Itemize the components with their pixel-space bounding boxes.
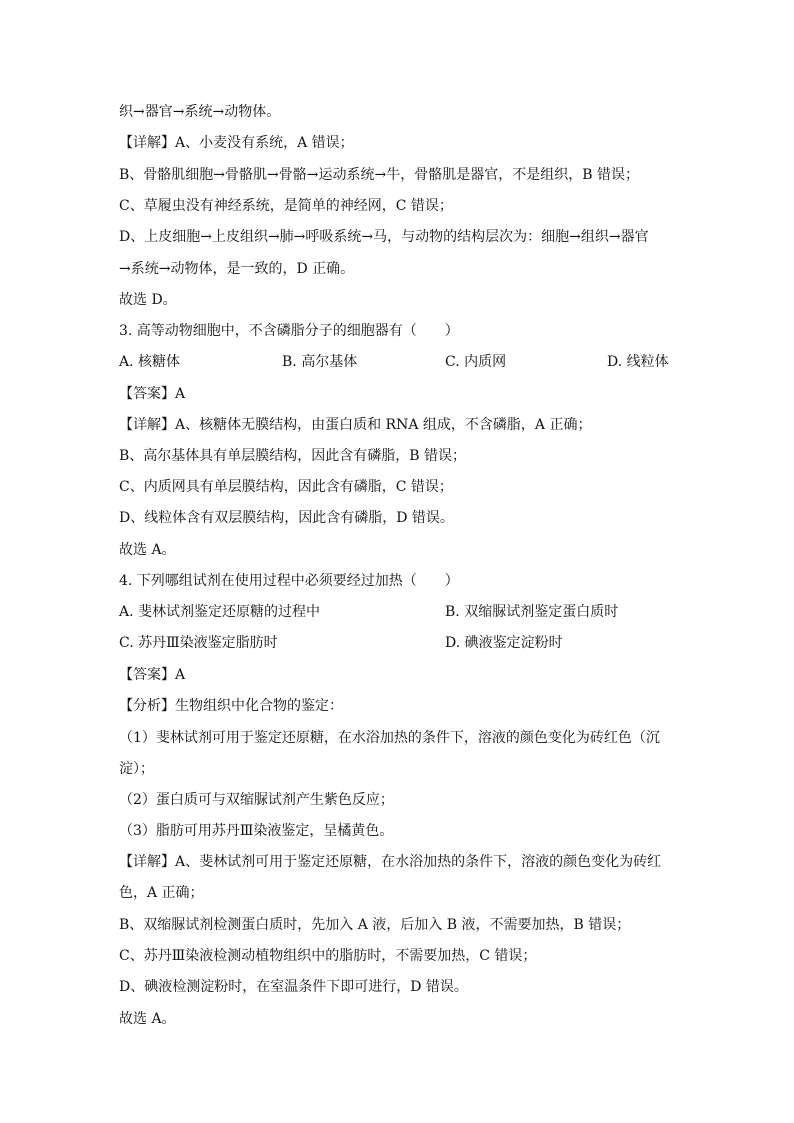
text-line: D、上皮细胞→上皮组织→肺→呼吸系统→马，与动物的结构层次为：细胞→组织→器官 (119, 229, 649, 245)
explanation-line: 【详解】A、斐林试剂可用于鉴定还原糖，在水浴加热的条件下，溶液的颜色变化为砖红 (119, 854, 662, 870)
question-4-stem: 4. 下列哪组试剂在使用过程中必须要经过加热（ ） (119, 573, 459, 589)
text-line: C、内质网具有单层膜结构，因此含有磷脂，C 错误； (119, 479, 453, 495)
text-line: →系统→动物体，是一致的，D 正确。 (119, 261, 355, 277)
question-4-option-d: D. 碘液鉴定淀粉时 (445, 635, 563, 651)
text-line: B、高尔基体具有单层膜结构，因此含有磷脂，B 错误； (119, 448, 467, 464)
conclusion-line: 故选 A。 (119, 542, 176, 558)
question-3-option-d: D. 线粒体 (607, 354, 669, 370)
question-4-option-a: A. 斐林试剂鉴定还原糖的过程中 (119, 604, 321, 620)
answer-line: 【答案】A (119, 667, 186, 683)
question-3-option-b: B. 高尔基体 (282, 354, 358, 370)
explanation-line: 【详解】A、小麦没有系统，A 错误； (119, 135, 354, 151)
text-line: B、双缩脲试剂检测蛋白质时，先加入 A 液，后加入 B 液，不需要加热，B 错误； (119, 917, 631, 933)
explanation-line: 【详解】A、核糖体无膜结构，由蛋白质和 RNA 组成，不含磷脂，A 正确； (119, 417, 592, 433)
text-line: 淀）； (119, 761, 154, 777)
text-line: C、草履虫没有神经系统，是简单的神经网，C 错误； (119, 198, 453, 214)
text-line: 色，A 正确； (119, 885, 204, 901)
text-line: B、骨骼肌细胞→骨骼肌→骨骼→运动系统→牛，骨骼肌是器官，不是组织，B 错误； (119, 167, 639, 183)
question-3-option-c: C. 内质网 (445, 354, 507, 370)
conclusion-line: 故选 A。 (119, 1011, 176, 1027)
text-line: 织→器官→系统→动物体。 (119, 104, 281, 120)
text-line: C、苏丹Ⅲ染液检测动植物组织中的脂肪时，不需要加热，C 错误； (119, 948, 537, 964)
text-line: （3）脂肪可用苏丹Ⅲ染液鉴定，呈橘黄色。 (119, 823, 394, 839)
question-4-option-c: C. 苏丹Ⅲ染液鉴定脂肪时 (119, 635, 278, 651)
text-line: （2）蛋白质可与双缩脲试剂产生紫色反应； (119, 792, 394, 808)
text-line: （1）斐林试剂可用于鉴定还原糖，在水浴加热的条件下，溶液的颜色变化为砖红色（沉 (119, 730, 660, 746)
question-4-option-b: B. 双缩脲试剂鉴定蛋白质时 (445, 604, 619, 620)
analysis-line: 【分析】生物组织中化合物的鉴定： (119, 698, 343, 714)
question-3-option-a: A. 核糖体 (119, 354, 181, 370)
question-3-stem: 3. 高等动物细胞中，不含磷脂分子的细胞器有（ ） (119, 323, 459, 339)
answer-line: 【答案】A (119, 386, 186, 402)
conclusion-line: 故选 D。 (119, 292, 177, 308)
text-line: D、碘液检测淀粉时，在室温条件下即可进行，D 错误。 (119, 979, 468, 995)
text-line: D、线粒体含有双层膜结构，因此含有磷脂，D 错误。 (119, 510, 454, 526)
